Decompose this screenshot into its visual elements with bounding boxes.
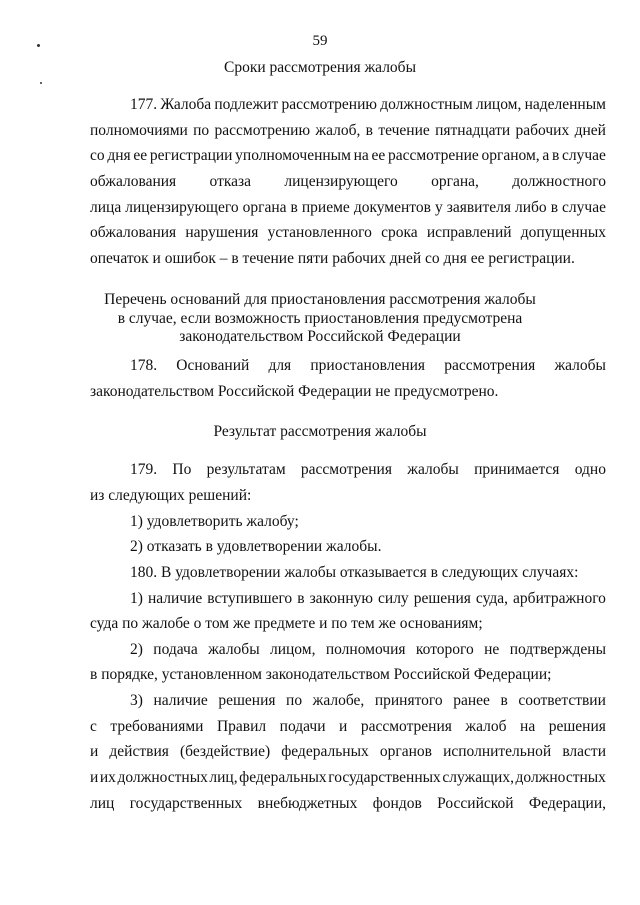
- decision-item-2: 2) отказать в удовлетворении жалобы.: [130, 538, 382, 555]
- word: органов: [379, 743, 432, 760]
- word: 178.: [130, 357, 158, 374]
- word: решения: [218, 692, 276, 709]
- word: 179.: [130, 461, 158, 478]
- word: ее: [133, 147, 148, 164]
- word: допущенных: [520, 224, 606, 241]
- word: 3): [130, 692, 143, 709]
- word: действия: [109, 743, 169, 760]
- decision-item-1: 1) удовлетворить жалобу;: [130, 513, 299, 530]
- word: внебюджетных: [257, 795, 358, 812]
- word: наличие: [153, 692, 208, 709]
- word: федеральных: [281, 743, 369, 760]
- word: в: [551, 147, 560, 164]
- word: жалобе,: [312, 692, 365, 709]
- word: Российской: [437, 795, 514, 812]
- word: решения: [548, 718, 606, 735]
- word: наделенным: [524, 96, 606, 113]
- word: срока: [381, 224, 418, 241]
- word: принимается: [474, 461, 560, 478]
- word: на: [520, 718, 536, 735]
- para-177-line: [90, 223, 606, 243]
- scan-speck: [40, 82, 42, 84]
- refusal-case-1-line: суда по жалобе о том же предмете и по тем же основаниям;: [90, 615, 483, 632]
- word: дней: [574, 122, 606, 139]
- section-heading-result: Результат рассмотрения жалобы: [213, 423, 427, 440]
- para-179-line: из следующих решений:: [90, 487, 252, 504]
- word: 177.: [130, 96, 158, 113]
- word: Правил: [216, 718, 267, 735]
- word: лицом,: [475, 96, 522, 113]
- word: рассмотрения: [300, 461, 392, 478]
- para-177-line: [90, 121, 606, 141]
- word: случае: [561, 147, 606, 164]
- word: в: [297, 590, 305, 607]
- word: нарушения: [185, 224, 259, 241]
- word: подачи: [279, 718, 326, 735]
- word: вступившего: [207, 590, 293, 607]
- word: и: [90, 743, 99, 760]
- word: Жалоба: [160, 96, 212, 113]
- word: подлежит: [214, 96, 279, 113]
- word: обжалования: [90, 224, 177, 241]
- word: либо: [515, 199, 547, 216]
- word: жалоб,: [315, 122, 361, 139]
- word: по: [193, 122, 210, 139]
- word: заявителя: [446, 199, 511, 216]
- word: полномочия: [325, 641, 406, 658]
- word: федеральных: [239, 769, 327, 786]
- word: по: [286, 692, 303, 709]
- refusal-case-2-line: в порядке, установленном законодательством Российской Федерации;: [90, 666, 552, 683]
- word: жалобы: [407, 461, 459, 478]
- word: случае: [562, 199, 606, 216]
- word: у: [434, 199, 443, 216]
- refusal-case-3-line: [130, 691, 606, 711]
- para-178-line: [130, 356, 606, 376]
- word: в: [550, 199, 559, 216]
- section-heading-suspension-line: законодательством Российской Федерации: [179, 328, 461, 345]
- word: ее: [371, 147, 386, 164]
- word: 1): [130, 590, 143, 607]
- word: лиц: [90, 795, 115, 812]
- word: полномочиями: [90, 122, 188, 139]
- word: исполнительной: [443, 743, 552, 760]
- word: рассмотрению: [214, 122, 311, 139]
- word: подача: [153, 641, 198, 658]
- word: пятнадцати: [435, 122, 511, 139]
- word: рассмотрение: [387, 147, 479, 164]
- word: в: [365, 122, 373, 139]
- refusal-case-2-line: [130, 640, 606, 660]
- word: лицензирующего: [125, 199, 239, 216]
- word: органа,: [431, 173, 479, 190]
- word: наличие: [147, 590, 203, 607]
- word: подтверждены: [509, 641, 606, 658]
- word: исправлений: [426, 224, 512, 241]
- word: лица: [90, 199, 122, 216]
- word: служащих,: [442, 769, 514, 786]
- para-177-line: [90, 198, 606, 218]
- word: а: [542, 147, 550, 164]
- refusal-case-3-line: [90, 717, 606, 737]
- word: должностного: [512, 173, 606, 190]
- word: По: [172, 461, 192, 478]
- word: приостановления: [310, 357, 426, 374]
- word: течение: [378, 122, 430, 139]
- word: Оснований: [176, 357, 250, 374]
- word: рассмотрения: [360, 718, 452, 735]
- word: результатам: [206, 461, 286, 478]
- word: в: [290, 199, 298, 216]
- word: Федерации,: [528, 795, 606, 812]
- refusal-case-3-line: [90, 794, 606, 814]
- word: органом,: [481, 147, 540, 164]
- word: (бездействие): [179, 743, 271, 760]
- word: отказа: [209, 173, 252, 190]
- word: для: [268, 357, 292, 374]
- word: регистрации: [149, 147, 233, 164]
- refusal-case-3-line: [90, 768, 606, 788]
- para-180: 180. В удовлетворении жалобы отказывается в следующих случаях:: [130, 564, 579, 581]
- word: приеме: [301, 199, 350, 216]
- word: установленного: [267, 224, 372, 241]
- word: со: [90, 147, 105, 164]
- page-number: 59: [312, 33, 328, 49]
- word: силу: [378, 590, 409, 607]
- word: документов: [353, 199, 431, 216]
- para-177-line: [90, 146, 606, 166]
- word: лицом,: [269, 641, 316, 658]
- section-heading-suspension-line: в случае, если возможность приостановления предусмотрена: [117, 310, 523, 327]
- word: должностных: [117, 769, 208, 786]
- word: государственных: [328, 769, 441, 786]
- word: которого: [415, 641, 474, 658]
- word: законную: [309, 590, 373, 607]
- word: уполномоченным: [235, 147, 351, 164]
- word: с: [90, 718, 97, 735]
- word: ранее: [453, 692, 490, 709]
- word: обжалования: [90, 173, 177, 190]
- word: рассмотрению: [281, 96, 377, 113]
- section-heading-suspension-line: Перечень оснований для приостановления рассмотрения жалобы: [104, 291, 536, 308]
- refusal-case-3-line: [90, 742, 606, 762]
- word: органа: [242, 199, 287, 216]
- word: арбитражного: [513, 590, 606, 607]
- word: требованиями: [110, 718, 204, 735]
- para-177-line: [90, 172, 606, 192]
- para-178-line: законодательством Российской Федерации не предусмотрено.: [90, 383, 499, 400]
- para-177-line: [130, 95, 606, 115]
- word: жалобы: [208, 641, 260, 658]
- word: суда,: [475, 590, 509, 607]
- para-177-line: опечаток и ошибок – в течение пяти рабочих дней со дня ее регистрации.: [90, 250, 575, 267]
- word: одно: [574, 461, 606, 478]
- para-179-line: [130, 460, 606, 480]
- section-heading-review-terms: Сроки рассмотрения жалобы: [224, 59, 416, 76]
- word: государственных: [129, 795, 243, 812]
- word: фондов: [372, 795, 422, 812]
- word: рассмотрения: [444, 357, 536, 374]
- word: принятого: [374, 692, 443, 709]
- word: должностных: [515, 769, 606, 786]
- word: власти: [562, 743, 606, 760]
- word: лицензирующего: [284, 173, 398, 190]
- word: их: [99, 769, 116, 786]
- word: дня: [107, 147, 131, 164]
- word: и: [90, 769, 99, 786]
- word: должностным: [380, 96, 473, 113]
- word: рабочих: [515, 122, 570, 139]
- word: жалоб: [465, 718, 507, 735]
- word: в: [500, 692, 508, 709]
- word: и: [339, 718, 348, 735]
- word: жалобы: [554, 357, 606, 374]
- word: соответствии: [518, 692, 606, 709]
- word: на: [353, 147, 369, 164]
- word: решения: [413, 590, 471, 607]
- word: лиц,: [209, 769, 238, 786]
- word: 2): [130, 641, 143, 658]
- word: не: [484, 641, 500, 658]
- refusal-case-1-line: [130, 589, 606, 609]
